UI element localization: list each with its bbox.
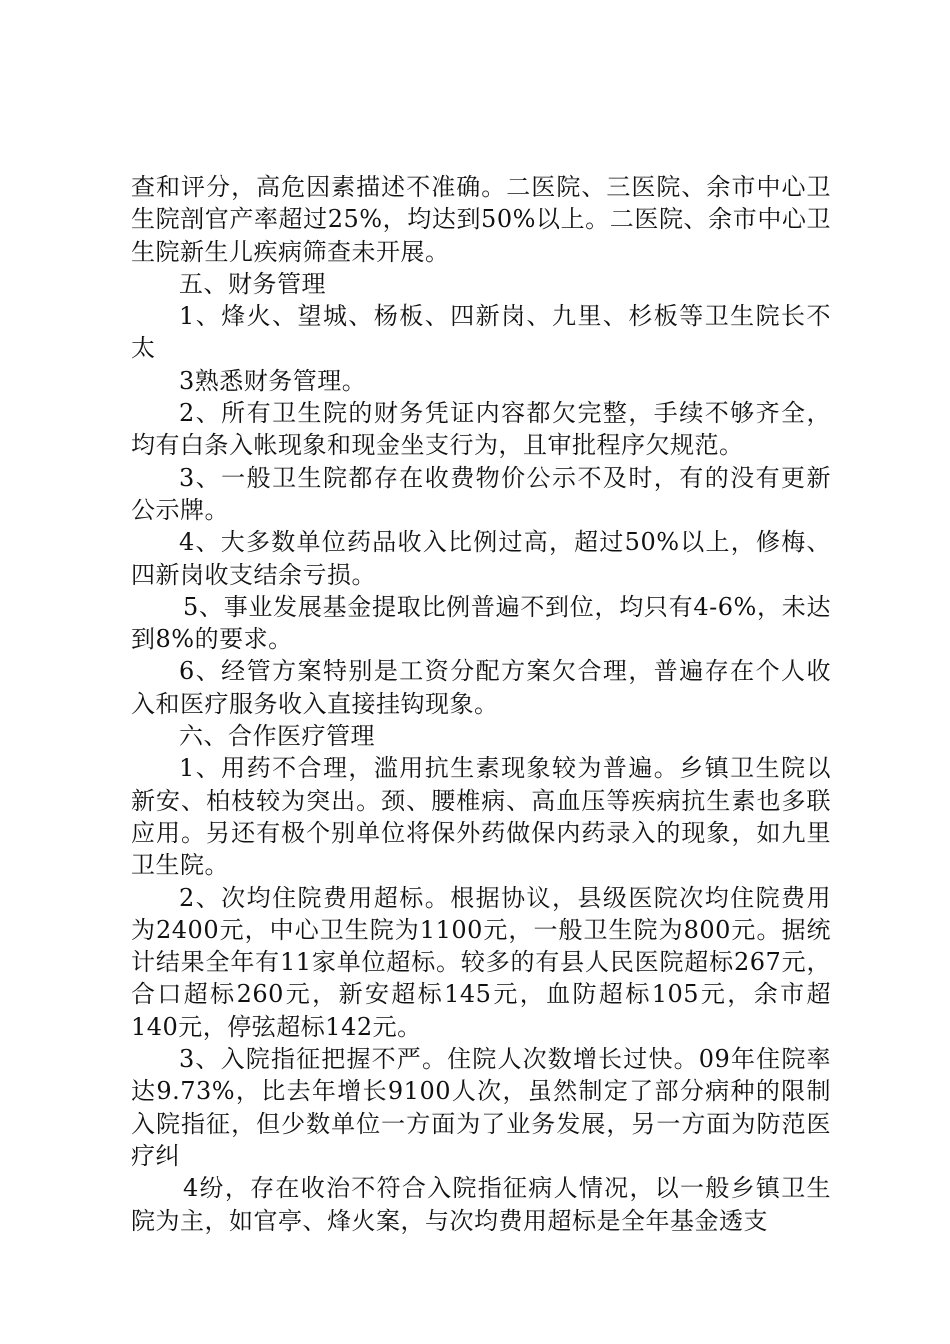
- paragraph: 3、入院指征把握不严。住院人次数增长过快。09年住院率达9.73%，比去年增长9100人次，虽然制定了部分病种的限制入院指征，但少数单位一方面为了业务发展，另一方面为防范医疗纠: [131, 1045, 831, 1170]
- paragraph: 1、用药不合理，滥用抗生素现象较为普遍。乡镇卫生院以新安、柏枝较为突出。颈、腰椎病、高血压等疾病抗生素也多联应用。另还有极个别单位将保外药做保内药录入的现象，如九里卫生院。: [131, 754, 831, 880]
- paragraph: 4纷，存在收治不符合入院指征病人情况，以一般乡镇卫生院为主，如官亭、烽火案，与次均费用超标是全年基金透支: [131, 1174, 831, 1235]
- paragraph: 查和评分，高危因素描述不准确。二医院、三医院、余市中心卫生院剖官产率超过25%，均达到50%以上。二医院、余市中心卫生院新生儿疾病筛查未开展。: [131, 173, 831, 266]
- section-heading-finance: 五、财务管理: [179, 269, 326, 298]
- paragraph: 5、事业发展基金提取比例普遍不到位，均只有4-6%，未达到8%的要求。: [131, 592, 831, 654]
- paragraph: 3、一般卫生院都存在收费物价公示不及时，有的没有更新公示牌。: [131, 463, 831, 524]
- document-body: [131, 171, 831, 1237]
- paragraph: 3熟悉财务管理。: [179, 366, 367, 395]
- paragraph: 4、大多数单位药品收入比例过高，超过50%以上，修梅、四新岗收支结余亏损。: [131, 528, 831, 589]
- paragraph: 2、次均住院费用超标。根据协议，县级医院次均住院费用为2400元，中心卫生院为1100元，一般卫生院为800元。据统计结果全年有11家单位超标。较多的有县人民医院超标267元，合口超标260元，新安超标145元，血防超标105元，余市超140元，停弦超标142元。: [131, 883, 831, 1041]
- paragraph: 1、烽火、望城、杨板、四新岗、九里、杉板等卫生院长不太: [131, 302, 831, 363]
- section-heading-cooperative-medical: 六、合作医疗管理: [179, 722, 375, 751]
- paragraph: 6、经管方案特别是工资分配方案欠合理，普遍存在个人收入和医疗服务收入直接挂钩现象。: [131, 657, 831, 718]
- paragraph: 2、所有卫生院的财务凭证内容都欠完整，手续不够齐全，均有白条入帐现象和现金坐支行为，且审批程序欠规范。: [131, 399, 831, 460]
